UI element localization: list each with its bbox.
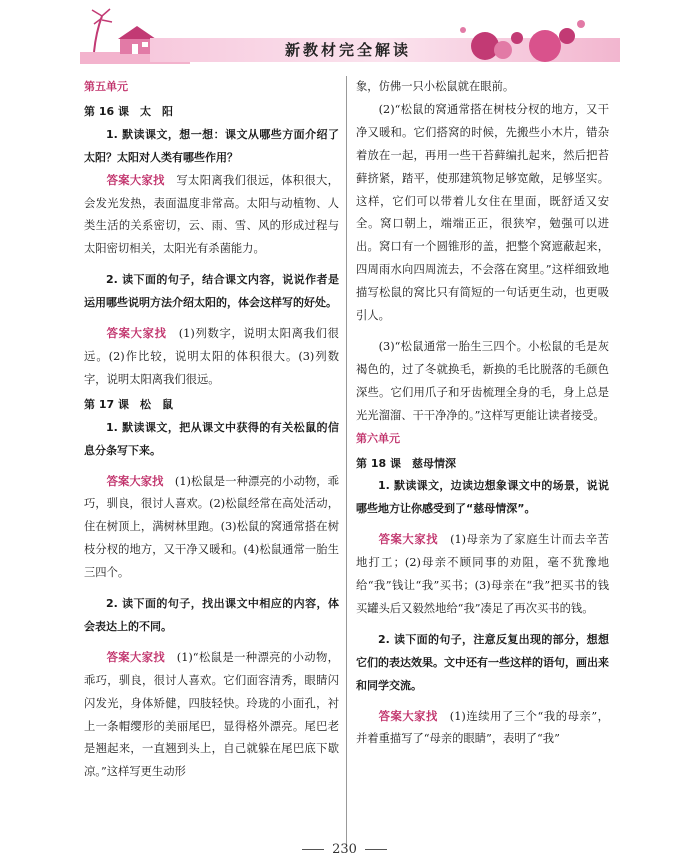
answer-text: (1)连续用了三个“我的母亲”，并着重描写了“母亲的眼睛”，表明了“我” xyxy=(356,709,609,746)
page-dash-left xyxy=(302,849,324,850)
answer-label: 答案大家找 xyxy=(106,327,167,341)
decorative-blob-icon xyxy=(455,16,595,66)
answer-continued: 象，仿佛一只小松鼠就在眼前。 xyxy=(356,80,515,93)
answer-text: (1)母亲为了家庭生计而去辛苦地打工；(2)母亲不顾同事的劝阻，毫不犹豫地给“我”钱让“我”买书；(3)母亲在“我”把买书的钱买罐头后又毅然地给“我”凑足了再次买书的钱。 xyxy=(356,533,609,615)
answer-paragraph: (2)“松鼠的窝通常搭在树枝分杈的地方，又干净又暖和。它们搭窝的时候，先搬些小木片，错杂着放在一起，再用一些干苔藓编扎起来，然后把苔藓挤紧，踏平，使那建筑物足够宽敞，足够坚实。这样，它们可以带着儿女住在里面，既舒适又安全。窝口朝上，端端正正，很狭窄，勉强可以进出。窝口有一个圆锥形的盖，把整个窝遮蔽起来，四周雨水向四周流去，不会落在窝里。”这样细致地描写松鼠的窝比只有简短的一句话更生动，也更吸引人。 xyxy=(356,102,609,323)
lesson-title: 第 17 课 松 鼠 xyxy=(84,397,173,411)
answer-paragraph: (3)“松鼠通常一胎生三四个。小松鼠的毛是灰褐色的，过了冬就换毛，新换的毛比脱落的毛颜色深些。它们用爪子和牙齿梳理全身的毛，身上总是光光溜溜、干干净净的。”这样写更能让读者接受。 xyxy=(356,339,609,422)
answer-text: 写太阳离我们很远，体积很大，会发光发热，表面温度非常高。太阳与动植物、人类生活的关系密切，云、雨、雪、风的形成过程与太阳密切相关，太阳光有杀菌能力。 xyxy=(84,173,339,256)
question: 2. 读下面的句子，找出课文中相应的内容，体会表达上的不同。 xyxy=(84,597,339,633)
answer-label: 答案大家找 xyxy=(106,650,166,664)
unit-heading: 第五单元 xyxy=(84,80,128,93)
page-header xyxy=(0,0,689,72)
header-title: 新教材完全解读 xyxy=(284,41,411,59)
question: 1. 默读课文，边读边想象课文中的场景，说说哪些地方让你感受到了“慈母情深”。 xyxy=(356,479,609,516)
answer xyxy=(356,706,609,752)
answer xyxy=(84,323,339,392)
answer-text: (1)“松鼠是一种漂亮的小动物，乖巧，驯良，很讨人喜欢。它们面容清秀，眼睛闪闪发光，身体矫健，四肢轻快。玲珑的小面孔，衬上一条帽缨形的美丽尾巴，显得格外漂亮。尾巴老是翘起来，一直翘到头上，自己就躲在尾巴底下歇凉。”这样写更生动形 xyxy=(84,650,339,779)
unit-heading: 第六单元 xyxy=(356,431,400,445)
answer-text: (1)松鼠是一种漂亮的小动物，乖巧，驯良，很讨人喜欢。(2)松鼠经常在高处活动，住在树顶上，满树林里跑。(3)松鼠的窝通常搭在树枝分杈的地方，又干净又暖和。(4)松鼠通常一胎生三四个。 xyxy=(84,474,339,580)
column-divider xyxy=(346,76,347,846)
answer xyxy=(84,170,339,262)
question: 2. 读下面的句子，注意反复出现的部分，想想它们的表达效果。文中还有一些这样的语句，画出来和同学交流。 xyxy=(356,632,609,692)
answer xyxy=(356,529,609,621)
question: 2. 读下面的句子，结合课文内容，说说作者是运用哪些说明方法介绍太阳的，体会这样写的好处。 xyxy=(84,273,339,310)
answer xyxy=(84,471,339,586)
left-column xyxy=(84,76,339,784)
page-number xyxy=(0,842,689,857)
answer-text: (1)列数字，说明太阳离我们很远。(2)作比较，说明太阳的体积很大。(3)列数字，说明太阳离我们很远。 xyxy=(84,327,339,386)
answer-label: 答案大家找 xyxy=(378,533,439,547)
question: 1. 默读课文，把从课文中获得的有关松鼠的信息分条写下来。 xyxy=(84,420,339,457)
lesson-title: 第 16 课 太 阳 xyxy=(84,104,173,118)
lesson-title: 第 18 课 慈母情深 xyxy=(356,456,456,470)
page-dash-right xyxy=(365,849,387,850)
right-column xyxy=(356,76,609,751)
answer-label: 答案大家找 xyxy=(106,474,164,488)
answer xyxy=(84,647,339,784)
answer-label: 答案大家找 xyxy=(378,709,438,723)
answer-label: 答案大家找 xyxy=(106,173,165,187)
question: 1. 默读课文，想一想：课文从哪些方面介绍了太阳？太阳对人类有哪些作用？ xyxy=(84,127,339,164)
page-number-text: 230 xyxy=(332,842,357,857)
